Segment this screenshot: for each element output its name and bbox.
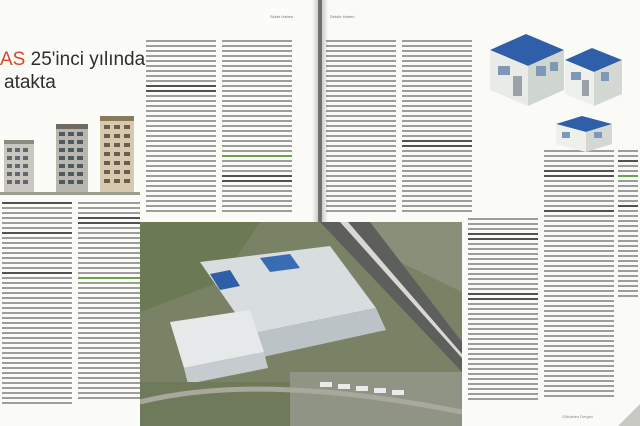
prefab-cabin-3 (554, 112, 616, 154)
aerial-photo-art (140, 222, 462, 426)
left-text-column-4 (222, 40, 292, 220)
left-text-column-3 (146, 40, 216, 220)
left-text-column-2 (78, 202, 140, 408)
right-edge-column (618, 150, 638, 400)
right-text-column-2 (402, 40, 472, 220)
aerial-factory-photo (140, 222, 462, 426)
right-text-column-4 (544, 150, 614, 408)
building-renders (0, 110, 140, 200)
right-text-column-1 (326, 40, 396, 220)
left-text-column-1 (2, 202, 72, 408)
right-page-footer: Gökdelen Dergisi (562, 414, 593, 419)
headline-accent: AS (0, 49, 26, 70)
headline-text: 25'inci yılında (30, 49, 146, 70)
page-curl (618, 404, 640, 426)
right-page-header: Sektör Haberi (330, 14, 355, 19)
prefab-cabin-1 (486, 28, 568, 112)
building-2 (56, 124, 88, 192)
headline-line2: atakta (4, 72, 56, 93)
right-text-column-3 (468, 218, 538, 408)
prefab-cabin-2 (562, 40, 626, 112)
left-page-header: Sirket Haberi (270, 14, 294, 19)
headline (0, 50, 145, 70)
building-3 (100, 116, 134, 192)
building-1 (4, 140, 34, 192)
